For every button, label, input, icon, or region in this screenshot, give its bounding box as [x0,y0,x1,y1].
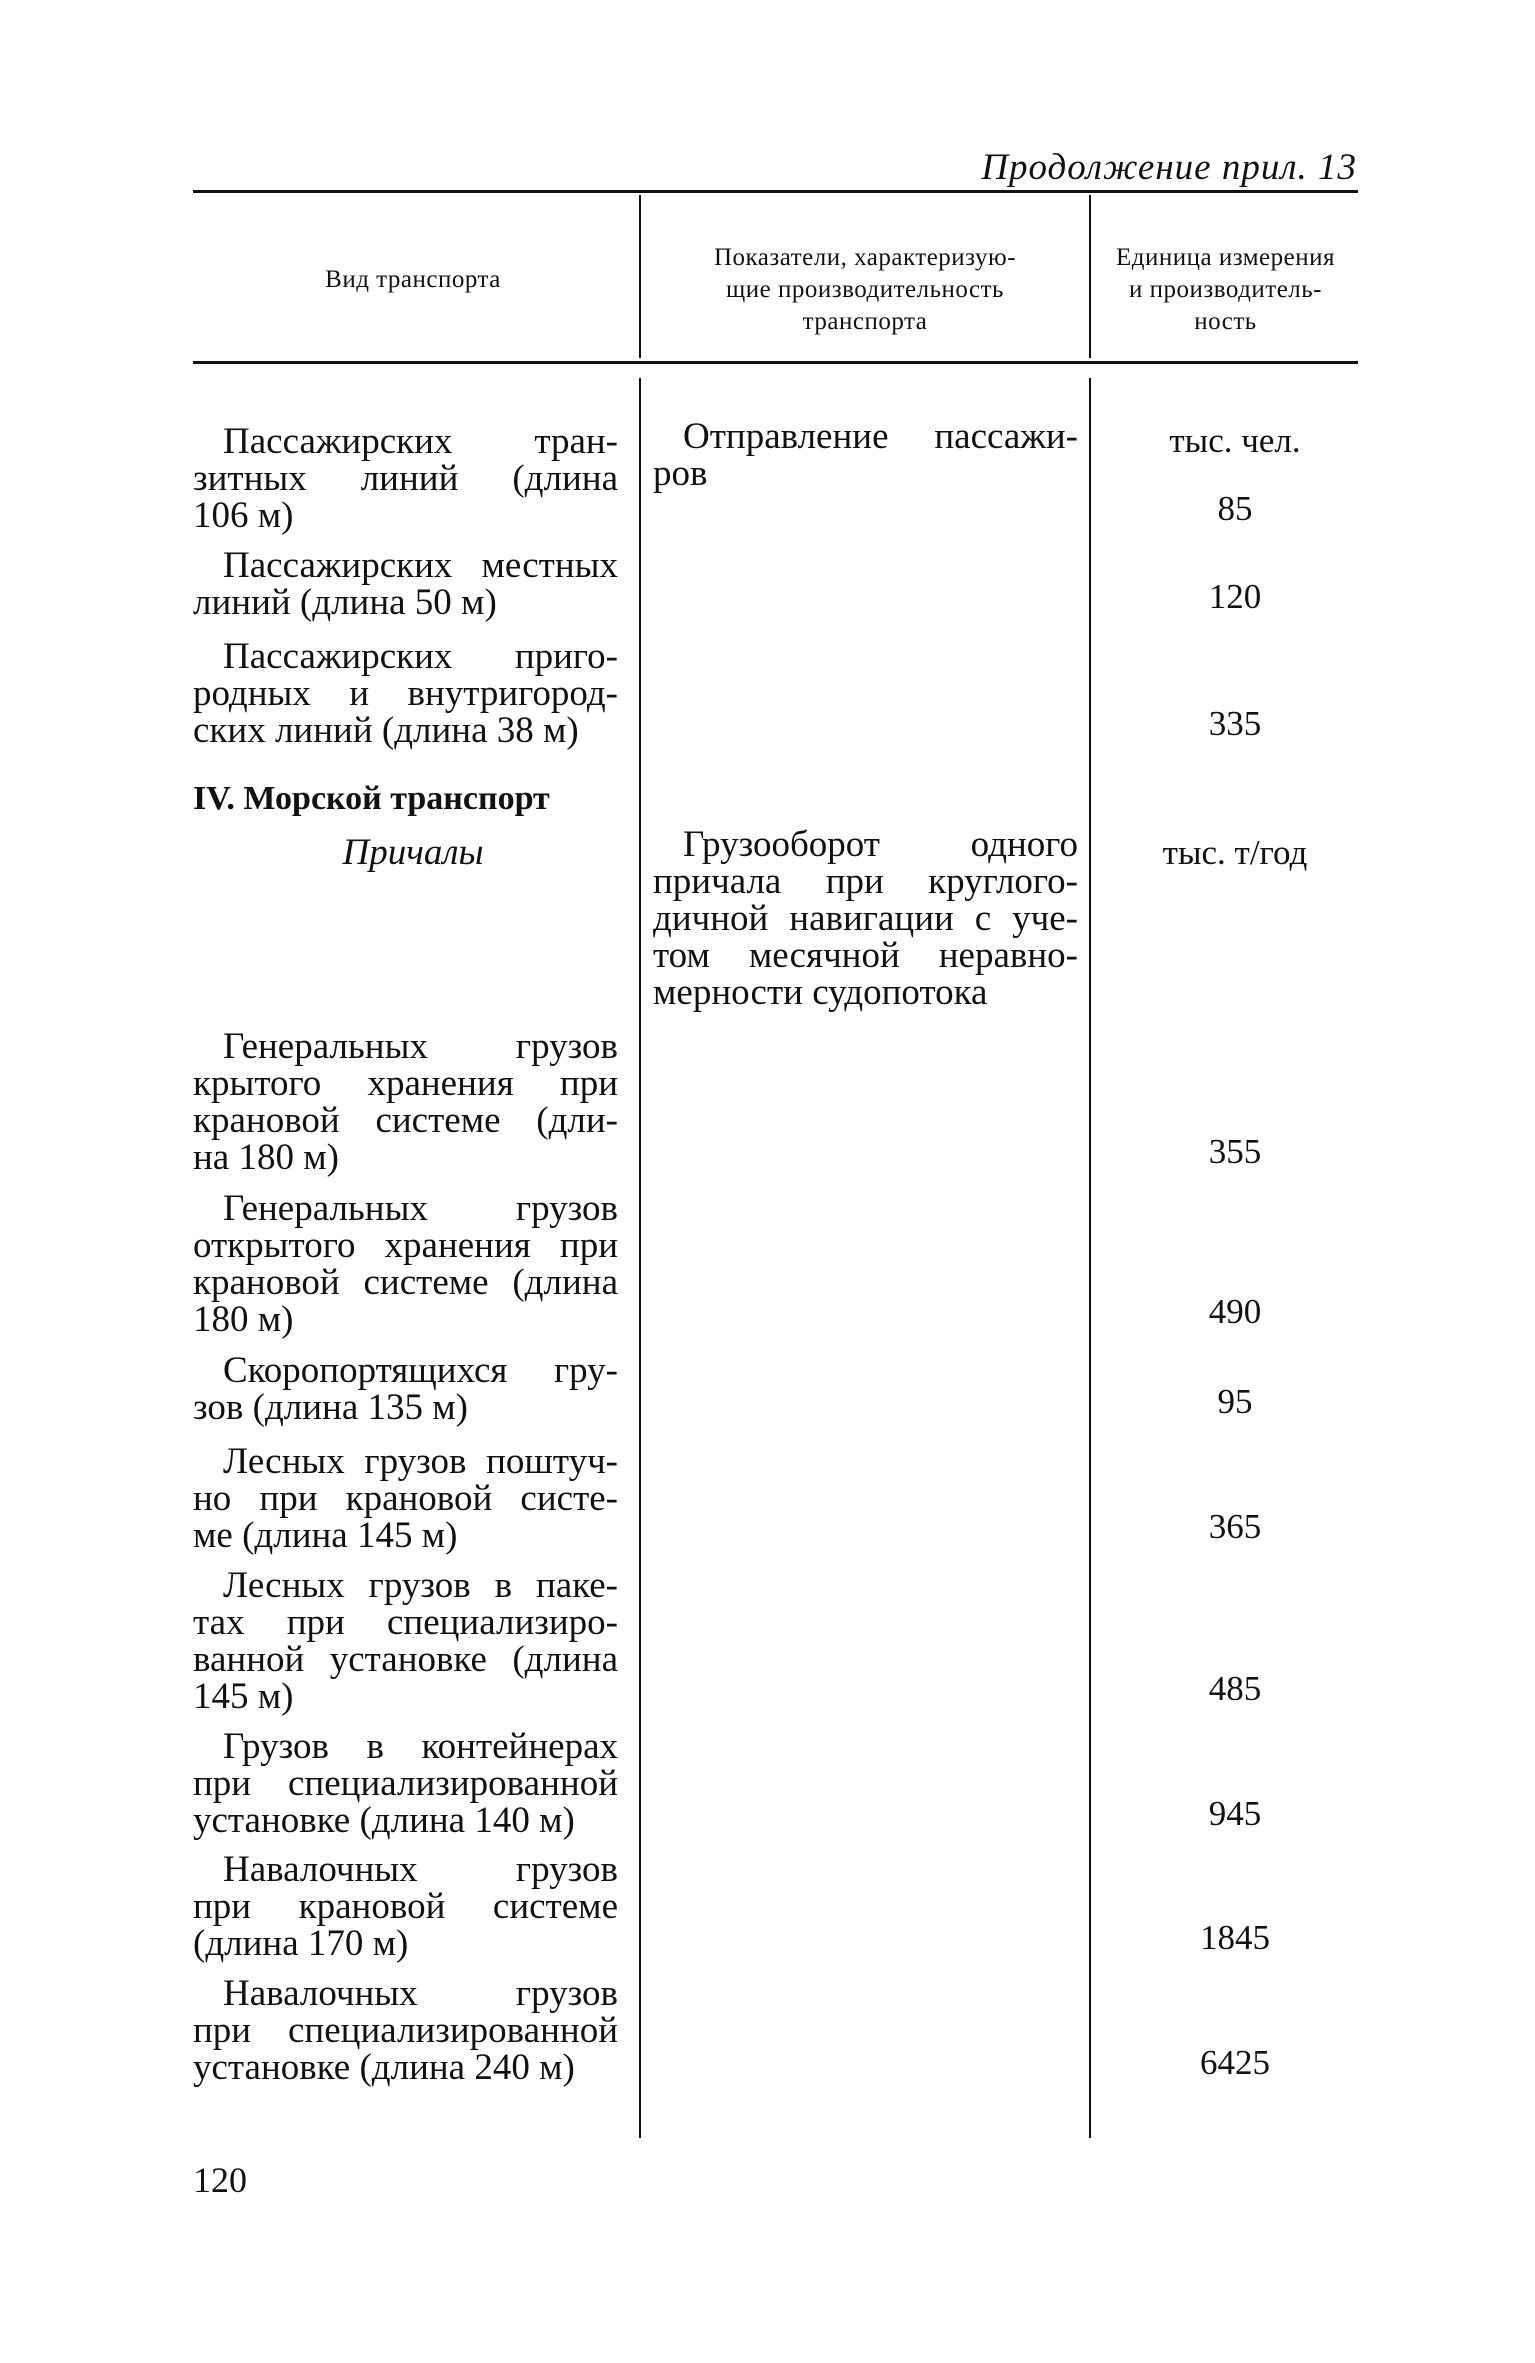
row-bulk-specialized-description: Навалочных грузов при специализированной установке (длина 240 м) [193,1973,618,2088]
row-timber-packages-description: Лесных грузов в паке- тах при специализиро- ванной установке (длина 145 м) [193,1565,618,1717]
indicator-passenger-departures: Отправление пассажи- ров [653,416,1078,494]
row-suburban-lines-description: Пассажирских приго- родных и внутригород- ских линий (длина 38 м) [193,636,618,751]
unit-thousand-tons-per-year: тыс. т/год [1162,833,1308,872]
value-general-open: 490 [1208,1292,1262,1331]
section-subtitle-berths: Причалы [342,832,484,873]
value-transit-lines: 85 [1217,489,1253,528]
column-header-transport-type: Вид транспорта [325,266,501,293]
section-title-sea-transport: IV. Морской транспорт [193,780,550,817]
value-timber-piece: 365 [1208,1507,1262,1546]
row-bulk-crane-description: Навалочных грузов при крановой системе (длина 170 м) [193,1849,618,1964]
unit-thousand-people: тыс. чел. [1169,421,1301,460]
page-number: 120 [193,2160,247,2200]
row-timber-piece-description: Лесных грузов поштуч- но при крановой систе- ме (длина 145 м) [193,1441,618,1556]
column-divider-1-header [639,195,641,358]
row-containers-description: Грузов в контейнерах при специализированной установке (длина 140 м) [193,1726,618,1841]
column-header-unit: Единица измерения и производитель- ность [1115,244,1336,335]
table-top-rule [193,190,1358,193]
column-divider-2-header [1089,195,1091,358]
row-general-open-description: Генеральных грузов открытого хранения при крановой системе (длина 180 м) [193,1188,618,1340]
value-suburban-lines: 335 [1208,704,1262,743]
column-header-indicators: Показатели, характеризую- щие производительность транспорта [713,244,1017,335]
row-transit-lines-description: Пассажирских тран- зитных линий (длина 106 м) [193,421,618,536]
continuation-caption: Продолжение прил. 13 [981,147,1357,188]
value-perishable: 95 [1217,1382,1253,1421]
value-general-covered: 355 [1208,1132,1262,1171]
column-divider-2-body [1089,378,1091,2138]
row-local-lines-description: Пассажирских местных линий (длина 50 м) [193,545,618,623]
column-header-bottom-rule [193,361,1358,364]
value-containers: 945 [1208,1794,1262,1833]
value-bulk-crane: 1845 [1200,1918,1270,1957]
row-perishable-description: Скоропортящихся гру- зов (длина 135 м) [193,1350,618,1428]
value-bulk-specialized: 6425 [1200,2043,1270,2082]
value-timber-packages: 485 [1208,1669,1262,1708]
value-local-lines: 120 [1208,577,1262,616]
column-divider-1-body [639,378,641,2138]
indicator-berth-cargo-turnover: Грузооборот одного причала при круглого- дичной навигации с уче- том месячной неравно- мерности судопотока [653,824,1078,1013]
row-general-covered-description: Генеральных грузов крытого хранения при крановой системе (дли- на 180 м) [193,1026,618,1178]
